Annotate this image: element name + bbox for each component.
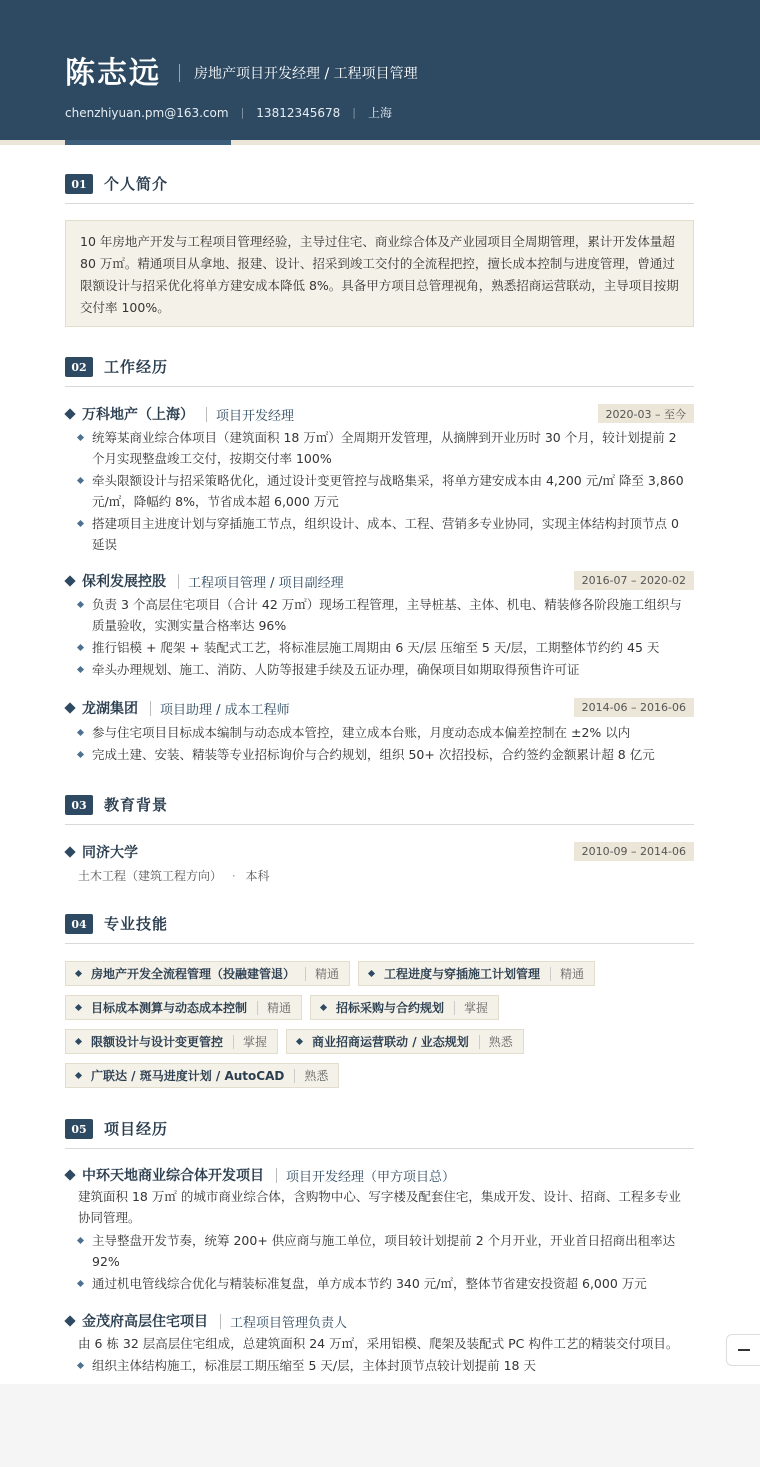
divider: [550, 967, 551, 981]
diamond-icon: [64, 1169, 75, 1180]
title-divider: [179, 64, 180, 82]
skill-level: 精通: [560, 967, 585, 981]
skill-name: 招标采购与合约规划: [336, 1001, 445, 1015]
skill-tag: [65, 961, 350, 986]
project-bullets: [78, 1230, 686, 1295]
section-title: 个人简介: [104, 175, 169, 193]
education-detail: [78, 867, 270, 884]
section-title: 项目经历: [104, 1120, 169, 1138]
list-item: 完成土建、安装、精装等专业招标询价与合约规划，组织 50+ 次招投标，合约签约金额累计超 8 亿元: [78, 744, 686, 765]
dot-separator: ·: [231, 869, 236, 883]
education-date: 2010-09 – 2014-06: [574, 842, 694, 861]
divider: [150, 701, 151, 716]
section-header-skills: [65, 914, 694, 944]
diamond-icon: [75, 1072, 82, 1079]
name-row: [65, 48, 760, 92]
city: 上海: [368, 106, 393, 120]
section-header-education: [65, 795, 694, 825]
diamond-icon: [64, 408, 75, 419]
section-header-projects: [65, 1119, 694, 1149]
list-item: 牵头限额设计与招采策略优化，通过设计变更管控与战略集采，将单方建安成本由 4,200 元/㎡ 降至 3,860 元/㎡，降幅约 8%，节省成本超 6,000 万元: [78, 470, 686, 512]
minus-icon: [738, 1349, 750, 1351]
list-item: 组织主体结构施工，标准层工期压缩至 5 天/层，主体封顶节点较计划提前 18 天: [78, 1355, 686, 1376]
job-date: 2016-07 – 2020-02: [574, 571, 694, 590]
section-title: 教育背景: [104, 796, 169, 814]
job-title: 房地产项目开发经理 / 工程项目管理: [194, 66, 418, 82]
job-role: 项目助理 / 成本工程师: [160, 702, 290, 718]
project-description: 由 6 栋 32 层高层住宅组成，总建筑面积 24 万㎡，采用铝模、爬架及装配式 PC 构件工艺的精装交付项目。: [78, 1336, 679, 1351]
major: 土木工程（建筑工程方向）: [78, 869, 223, 883]
divider: [257, 1001, 258, 1015]
section-number: 04: [65, 914, 93, 934]
divider: [305, 967, 306, 981]
diamond-icon: [296, 1038, 303, 1045]
job-company: 龙湖集团: [82, 701, 138, 717]
section-title: 工作经历: [104, 358, 169, 376]
job-bullets: [78, 594, 686, 681]
skill-level: 熟悉: [488, 1035, 513, 1049]
diamond-icon: [64, 575, 75, 586]
contact-divider: |: [352, 106, 356, 119]
divider: [233, 1035, 234, 1049]
diamond-icon: [75, 1004, 82, 1011]
job-company: 万科地产（上海）: [82, 407, 194, 423]
list-item: 搭建项目主进度计划与穿插施工节点，组织设计、成本、工程、营销多专业协同，实现主体结构封顶节点 0 延误: [78, 513, 686, 555]
skills-list: [65, 961, 694, 1097]
job-company: 保利发展控股: [82, 574, 166, 590]
diamond-icon: [75, 1038, 82, 1045]
diamond-icon: [75, 970, 82, 977]
skill-name: 工程进度与穿插施工计划管理: [384, 967, 541, 981]
section-number: 03: [65, 795, 93, 815]
section-header-work: [65, 357, 694, 387]
skill-name: 房地产开发全流程管理（投融建管退）: [91, 967, 296, 981]
project-name: 金茂府高层住宅项目: [82, 1314, 208, 1330]
job-role: 项目开发经理: [216, 408, 295, 424]
divider: [220, 1314, 221, 1329]
divider: [178, 574, 179, 589]
list-item: 通过机电管线综合优化与精装标准复盘，单方成本节约 340 元/㎡，整体节省建安投资超 6,000 万元: [78, 1273, 686, 1294]
diamond-icon: [64, 846, 75, 857]
section-title: 专业技能: [104, 915, 169, 933]
skill-name: 广联达 / 斑马进度计划 / AutoCAD: [91, 1069, 285, 1083]
list-item: 参与住宅项目目标成本编制与动态成本管控，建立成本台账，月度动态成本偏差控制在 ±2% 以内: [78, 722, 686, 743]
phone: 13812345678: [256, 105, 341, 120]
resume-header: [0, 0, 760, 140]
skill-tag: [310, 995, 499, 1020]
job-header: [65, 698, 694, 718]
summary-box: 10 年房地产开发与工程项目管理经验，主导过住宅、商业综合体及产业园项目全周期管理，累计开发体量超 80 万㎡。精通项目从拿地、报建、设计、招采到竣工交付的全流程把控，擅长成本控制与进度管理，曾通过限额设计与招采优化将单方建安成本降低 8%。具备甲方项目总管理视角，熟悉招商运营联动，主导项目按期交付率 100%。: [65, 220, 694, 327]
project-role: 项目开发经理（甲方项目总）: [286, 1169, 456, 1185]
list-item: 牵头办理规划、施工、消防、人防等报建手续及五证办理，确保项目如期取得预售许可证: [78, 659, 686, 680]
project-header: [65, 1165, 694, 1185]
job-date: 2014-06 – 2016-06: [574, 698, 694, 717]
skill-row: [65, 995, 694, 1020]
skill-tag: [286, 1029, 524, 1054]
project-role: 工程项目管理负责人: [230, 1315, 348, 1331]
divider: [206, 407, 207, 422]
skill-level: 掌握: [243, 1035, 268, 1049]
skill-name: 限额设计与设计变更管控: [91, 1035, 224, 1049]
skill-tag: [65, 995, 302, 1020]
diamond-icon: [64, 702, 75, 713]
skill-name: 目标成本测算与动态成本控制: [91, 1001, 248, 1015]
project-name: 中环天地商业综合体开发项目: [82, 1168, 264, 1184]
header-accent-bar: [65, 140, 231, 145]
candidate-name: 陈志远: [65, 56, 161, 91]
skill-level: 精通: [315, 967, 340, 981]
education-header: [65, 842, 694, 862]
skill-row: [65, 1063, 694, 1088]
divider: [479, 1035, 480, 1049]
contact-divider: |: [240, 106, 245, 119]
job-bullets: [78, 427, 686, 556]
degree: 本科: [245, 869, 270, 883]
job-header: [65, 571, 694, 591]
school-name: 同济大学: [82, 845, 138, 861]
section-number: 05: [65, 1119, 93, 1139]
skill-tag: [358, 961, 595, 986]
diamond-icon: [64, 1315, 75, 1326]
job-date: 2020-03 – 至今: [598, 404, 694, 423]
skill-level: 熟悉: [304, 1069, 329, 1083]
divider: [454, 1001, 455, 1015]
page-bottom-area: [0, 1384, 760, 1467]
list-item: 推行铝模 + 爬架 + 装配式工艺，将标准层施工周期由 6 天/层 压缩至 5 天/层，工期整体节约约 45 天: [78, 637, 686, 658]
job-role: 工程项目管理 / 项目副经理: [188, 575, 344, 591]
divider: [276, 1168, 277, 1183]
project-description: 建筑面积 18 万㎡ 的城市商业综合体，含购物中心、写字楼及配套住宅，集成开发、设计、招商、工程多专业协同管理。: [78, 1189, 681, 1225]
job-bullets: [78, 722, 686, 766]
job-header: [65, 404, 694, 424]
contact-row: [65, 104, 760, 121]
skill-tag: [65, 1029, 278, 1054]
collapse-button[interactable]: [726, 1334, 760, 1366]
list-item: 统筹某商业综合体项目（建筑面积 18 万㎡）全周期开发管理，从摘牌到开业历时 30 个月，较计划提前 2 个月实现整盘竣工交付，按期交付率 100%: [78, 427, 686, 469]
skill-row: [65, 961, 694, 986]
project-bullets: [78, 1355, 686, 1377]
section-number: 01: [65, 174, 93, 194]
diamond-icon: [368, 970, 375, 977]
divider: [294, 1069, 295, 1083]
diamond-icon: [320, 1004, 327, 1011]
skill-level: 精通: [267, 1001, 292, 1015]
project-header: [65, 1311, 694, 1331]
skill-name: 商业招商运营联动 / 业态规划: [312, 1035, 469, 1049]
skill-row: [65, 1029, 694, 1054]
section-number: 02: [65, 357, 93, 377]
section-header-summary: [65, 174, 694, 204]
list-item: 负责 3 个高层住宅项目（合计 42 万㎡）现场工程管理，主导桩基、主体、机电、精装修各阶段施工组织与质量验收，实测实量合格率达 96%: [78, 594, 686, 636]
list-item: 主导整盘开发节奏，统筹 200+ 供应商与施工单位，项目较计划提前 2 个月开业，开业首日招商出租率达 92%: [78, 1230, 686, 1272]
skill-level: 掌握: [464, 1001, 489, 1015]
skill-tag: [65, 1063, 339, 1088]
email: chenzhiyuan.pm@163.com: [65, 105, 229, 120]
